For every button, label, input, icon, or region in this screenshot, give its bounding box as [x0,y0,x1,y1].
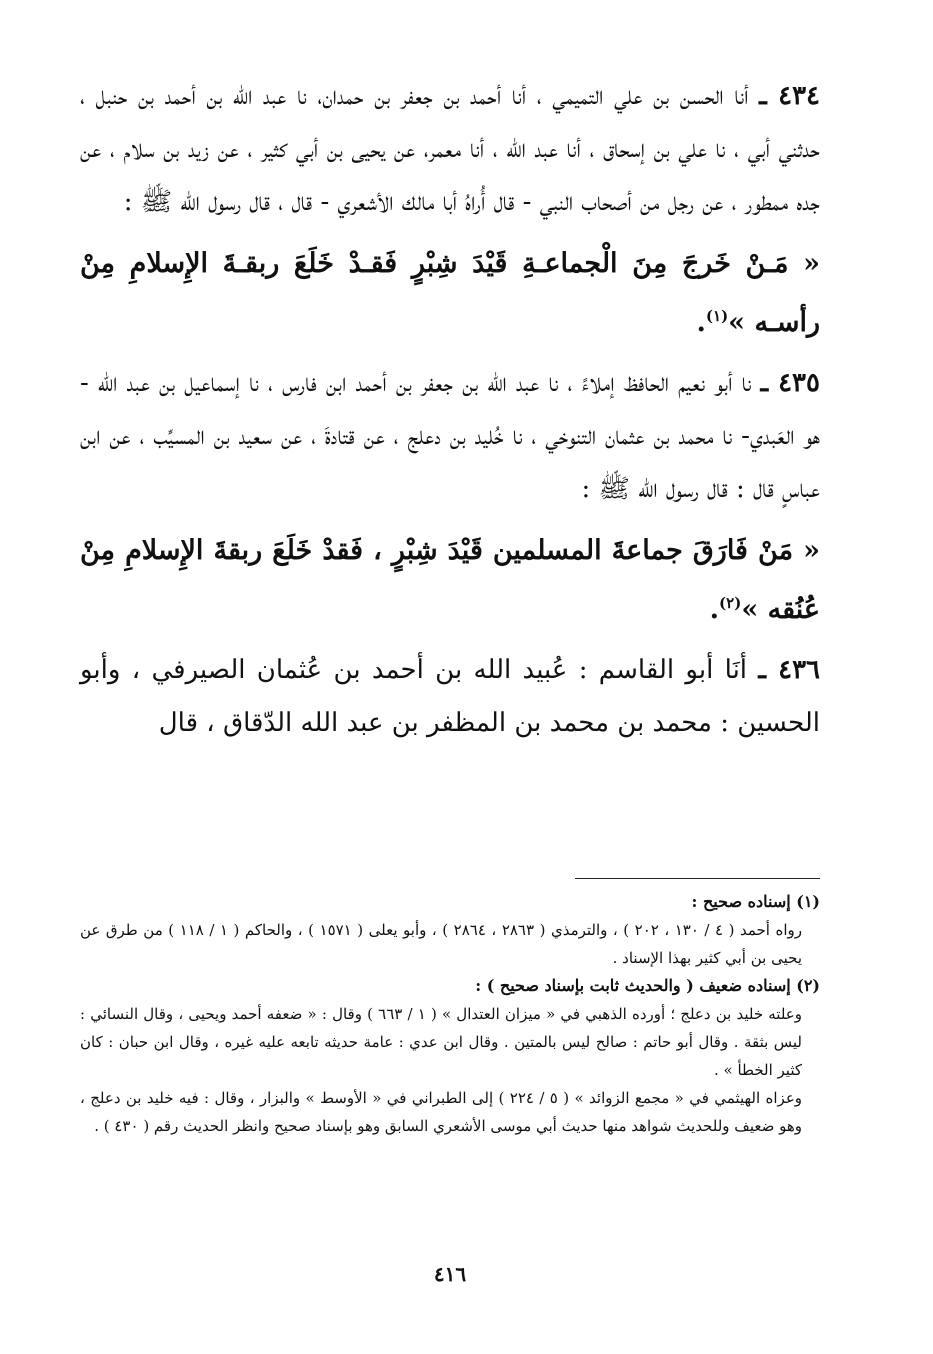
hadith-435-matn [80,524,820,636]
hadith-434-end: . [696,307,706,338]
footnote-2-body-1: وعلته خليد بن دعلج ؛ أورده الذهبي في « ميزان العتدال » ( ١ / ٦٦٣ ) وقال : « ضعفه أحمد ويحيى ، وقال النسائي : ليس بثقة . وقال أبو حاتم : صالح ليس بالمتين . وقال ابن عدي : عامة حديثه تابعه عليه غيره ، وقال ابن حبان : كان كثير الخطأ » . [80,1005,802,1079]
footnote-ref-1: (١) [705,307,729,325]
hadith-number-434: ٤٣٤ ـ [759,81,821,111]
hadith-434-matn [80,237,820,349]
footnote-ref-2: (٢) [719,594,742,612]
footnote-2-heading: (٢) إسناده ضعيف ( والحديث ثابت بإسناد صحيح ) : [475,976,820,995]
page-number: ٤١٦ [433,1262,467,1286]
hadith-436-text: أنَا أبو القاسم : عُبيد الله بن أحمد بن عُثمان الصيرفي ، وأبو الحسين : محمد بن محمد بن المظفر بن عبد الله الدّقاق ، قال [80,655,820,738]
footnote-1-body: رواه أحمد ( ٤ / ١٣٠ ، ٢٠٢ ) ، والترمذي ( ٢٨٦٣ ، ٢٨٦٤ ) ، وأبو يعلى ( ١٥٧١ ) ، والحاكم ( ١ / ١١٨ ) من طرق عن يحيى بن أبي كثير بهذا الإسناد . [80,921,803,967]
hadith-number-435: ٤٣٥ ـ [760,368,820,398]
hadith-434-quote: « مَـنْ خَرجَ مِنَ الْجماعـةِ قَيْدَ شِبْرٍ فَقـدْ خَلَعَ ربقـةَ الإِسلامِ مِنْ رأسـه » [80,248,820,338]
footnote-2-body-2: وعزاه الهيثمي في « مجمع الزوائد » ( ٥ / ٢٢٤ ) إلى الطبراني في « الأوسط » والبزار ، وقال : فيه خليد بن دعلج ، وهو ضعيف وللحديث شواهد منها حديث أبي موسى الأشعري السابق وهو بإسناد صحيح وانظر الحديث رقم ( ٤٣٠ ) . [80,1089,803,1135]
hadith-435-quote: « مَنْ فَارَقَ جماعةَ المسلمين قَيْدَ شِبْرٍ ، فَقدْ خَلَعَ ربقةَ الإِسلامِ مِنْ عُنُقه » [80,535,820,625]
footnote-1-heading: (١) إسناده صحيح : [691,892,820,911]
hadith-number-436: ٤٣٦ ـ [758,655,821,685]
hadith-434-chain [80,70,820,229]
footnote-divider [575,878,820,879]
book-page [80,70,820,1310]
hadith-435-text: نا أبو نعيم الحافظ إملاءً ، نا عبد الله بن جعفر بن أحمد ابن فارس ، نا إسماعيل بن عبد الله - هو العَبدي- نا محمد بن عثمان التنوخي ، نا خُليد بن دعلج ، عن قتادةَ ، عن سعيد بن المسيِّب ، عن ابن عباسٍ قال : قال رسول الله ﷺ : [80,368,820,504]
hadith-434-text: أنا الحسن بن علي التميمي ، أنا أحمد بن جعفر بن حمدان، نا عبد الله بن أحمد بن حنبل ، حدثني أبي ، نا علي بن إسحاق ، أنا عبد الله ، أنا معمر، عن يحيى بن أبي كثير ، عن زيد بن سلام ، عن جده ممطور ، عن رجل من أصحاب النبي - قال أُراهُ أبا مالك الأشعري - قال ، قال رسول الله ﷺ : [80,81,820,217]
hadith-435-chain [80,357,820,516]
footnotes [80,888,820,1140]
hadith-435-end: . [709,594,720,625]
main-text [80,70,820,750]
hadith-436-chain [80,644,820,750]
